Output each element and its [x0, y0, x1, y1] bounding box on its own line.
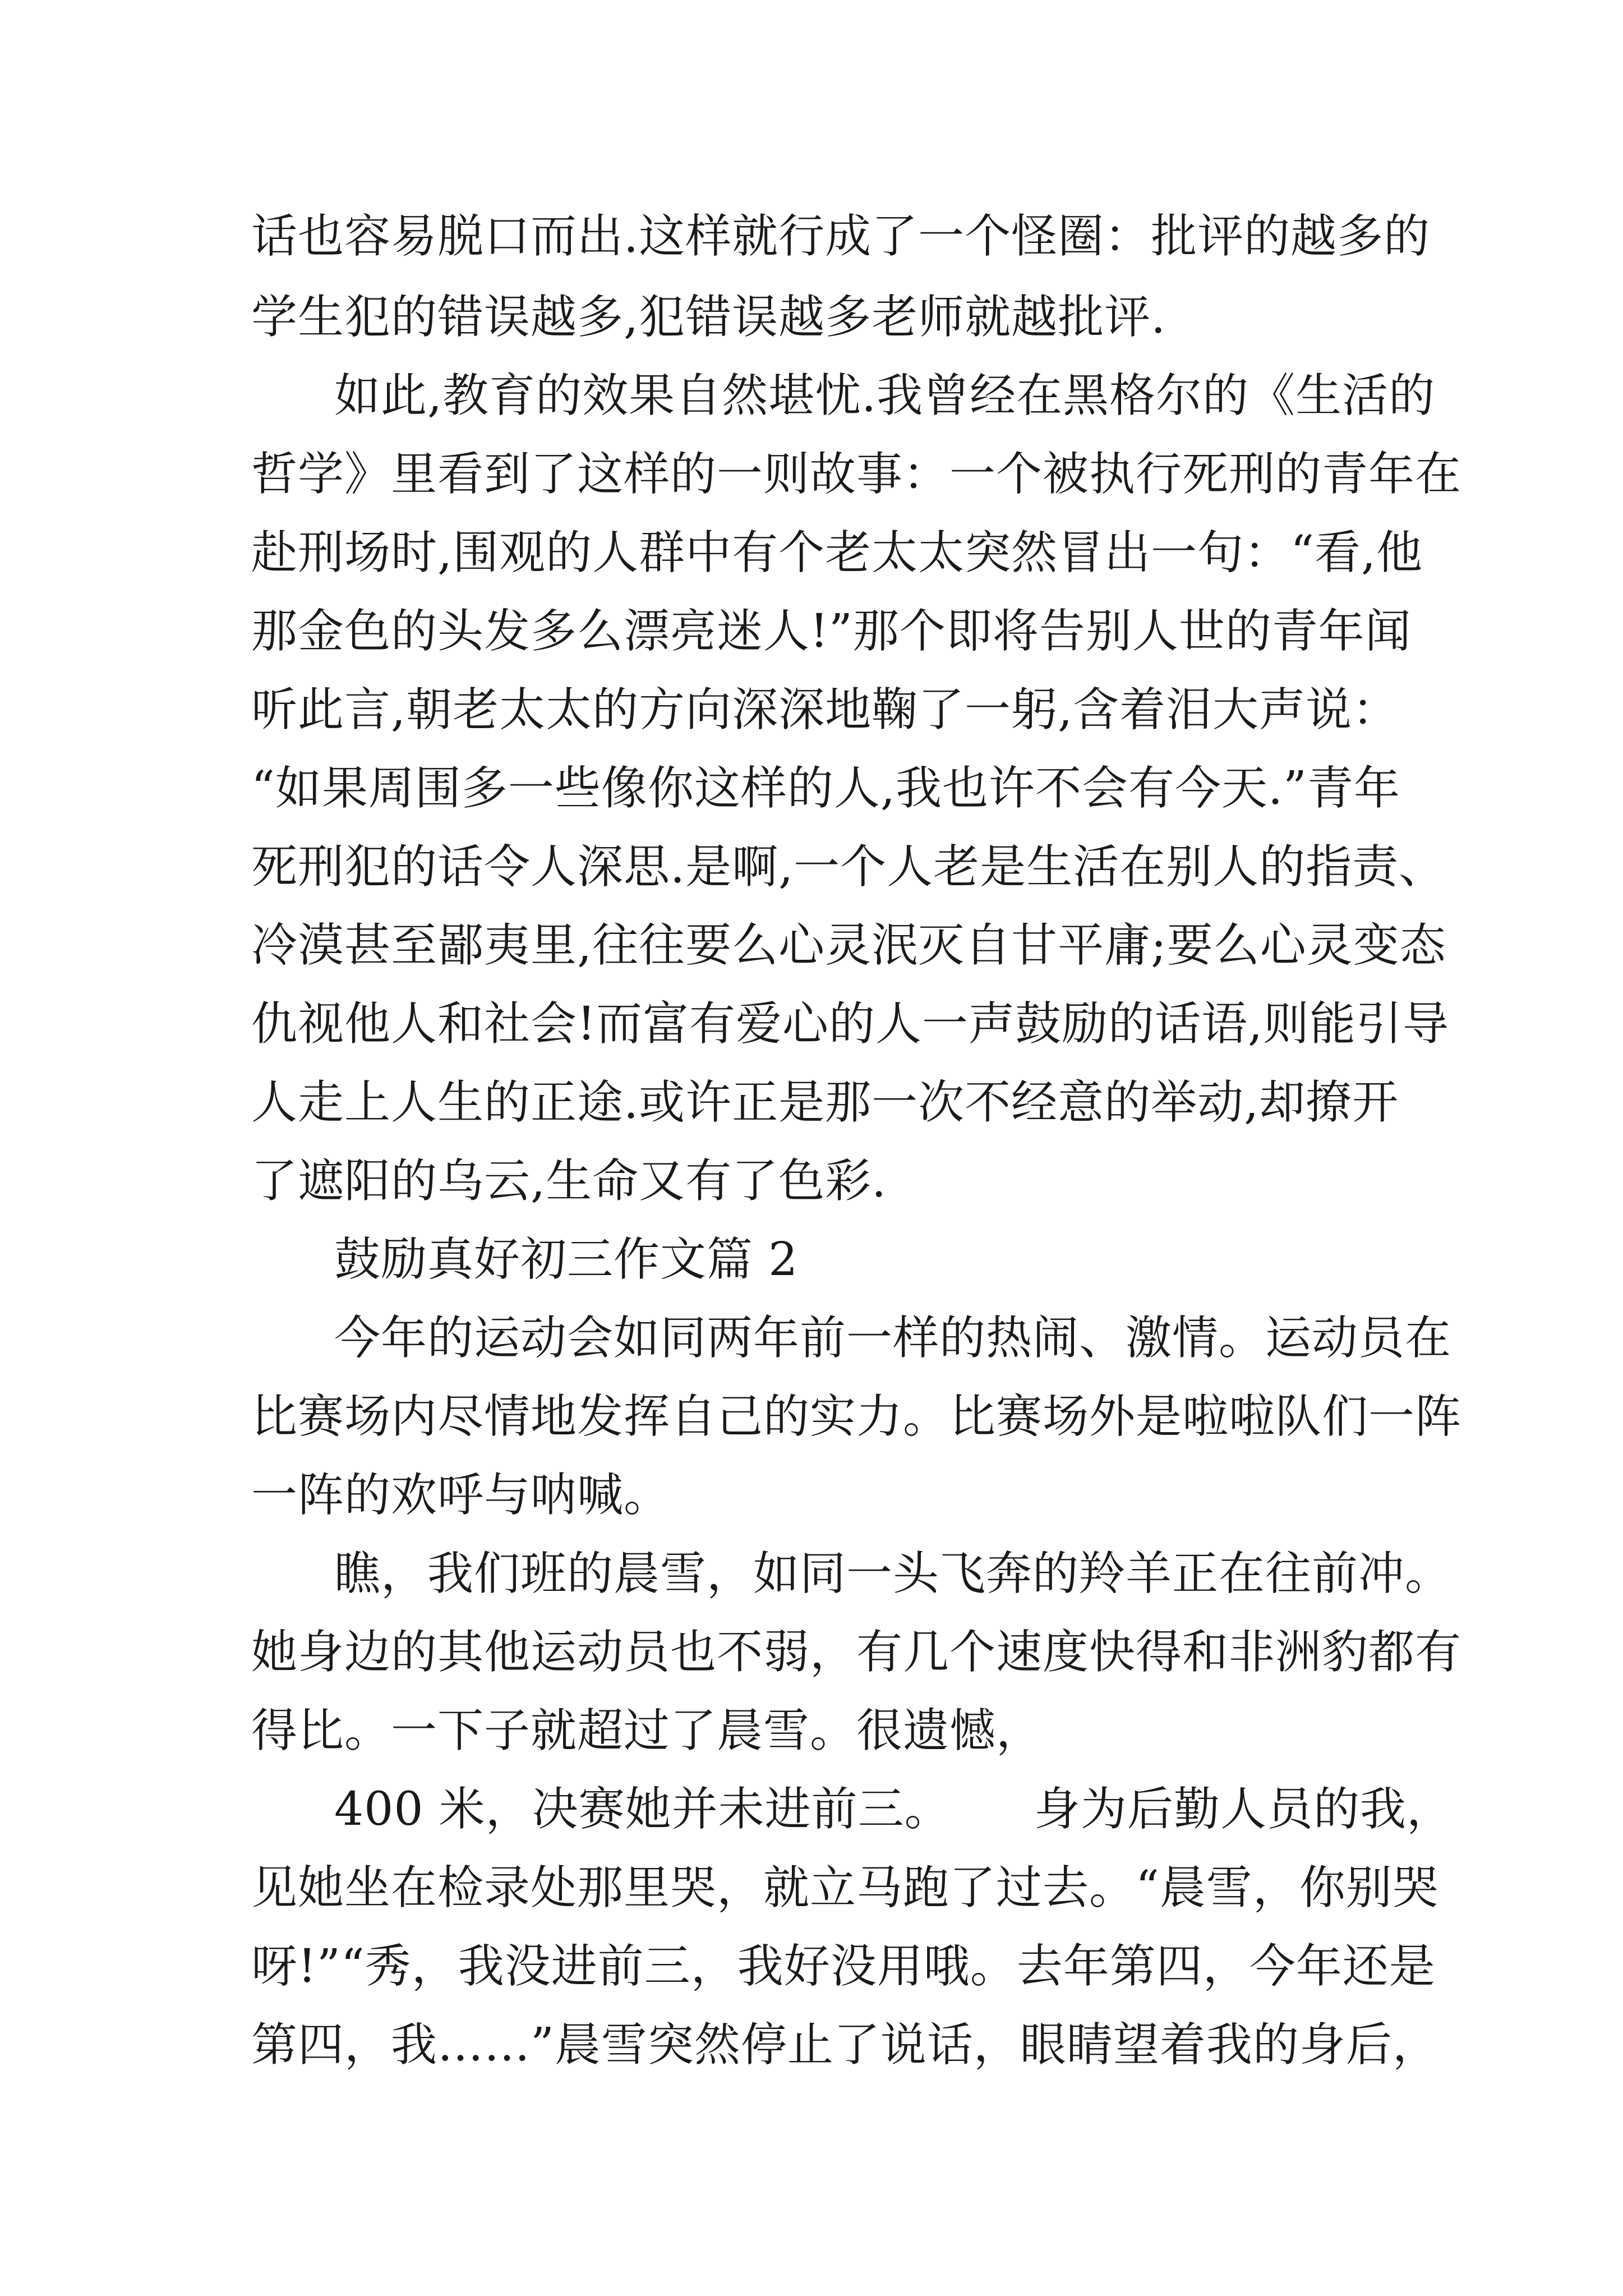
- text-line: 呀!”“秀，我没进前三，我好没用哦。去年第四，今年还是: [251, 1940, 1436, 1993]
- text-line: 死刑犯的话令人深思.是啊,一个人老是生活在别人的指责、: [251, 840, 1446, 894]
- text-line: 赴刑场时,围观的人群中有个老太太突然冒出一句：“看,他: [251, 526, 1423, 579]
- text-line: 话也容易脱口而出.这样就行成了一个怪圈：批评的越多的: [251, 210, 1431, 263]
- text-line: 哲学》里看到了这样的一则故事：一个被执行死刑的青年在: [251, 448, 1462, 501]
- text-line: 人走上人生的正途.或许正是那一次不经意的举动,却撩开: [251, 1076, 1399, 1129]
- text-line: 那金色的头发多么漂亮迷人!”那个即将告别人世的青年闻: [251, 605, 1412, 658]
- text-line: 她身边的其他运动员也不弱，有几个速度快得和非洲豹都有: [251, 1626, 1462, 1679]
- text-line: 比赛场内尽情地发挥自己的实力。比赛场外是啦啦队们一阵: [251, 1390, 1462, 1443]
- text-line: 听此言,朝老太太的方向深深地鞠了一躬,含着泪大声说：: [251, 683, 1399, 737]
- text-line: 了遮阳的乌云,生命又有了色彩.: [251, 1154, 887, 1208]
- text-line: 冷漠甚至鄙夷里,往往要么心灵泯灭自甘平庸;要么心灵变态: [251, 919, 1446, 972]
- text-line: 一阵的欢呼与呐喊。: [251, 1469, 671, 1522]
- text-line: 400 米，决赛她并未进前三。: [334, 1783, 951, 1836]
- text-line: 身为后勤人员的我，: [1034, 1783, 1454, 1836]
- text-line: “如果周围多一些像你这样的人,我也许不会有今天.”青年: [251, 762, 1400, 815]
- text-line: 仇视他人和社会!而富有爱心的人一声鼓励的话语,则能引导: [251, 997, 1450, 1051]
- text-line: 学生犯的错误越多,犯错误越多老师就越批评.: [251, 291, 1166, 344]
- text-line: 瞧，我们班的晨雪，如同一头飞奔的羚羊正在往前冲。: [334, 1547, 1452, 1600]
- section-heading: 鼓励真好初三作文篇 2: [334, 1233, 799, 1286]
- text-line: 今年的运动会如同两年前一样的热闹、激情。运动员在: [334, 1312, 1452, 1365]
- text-line: 见她坐在检录处那里哭，就立马跑了过去。“晨雪，你别哭: [251, 1861, 1439, 1915]
- text-line: 得比。一下子就超过了晨雪。很遗憾，: [251, 1704, 1043, 1757]
- text-line: 如此,教育的效果自然堪忧.我曾经在黑格尔的《生活的: [334, 369, 1436, 422]
- text-line: 第四，我……”晨雪突然停止了说话，眼睛望着我的身后，: [251, 2018, 1439, 2072]
